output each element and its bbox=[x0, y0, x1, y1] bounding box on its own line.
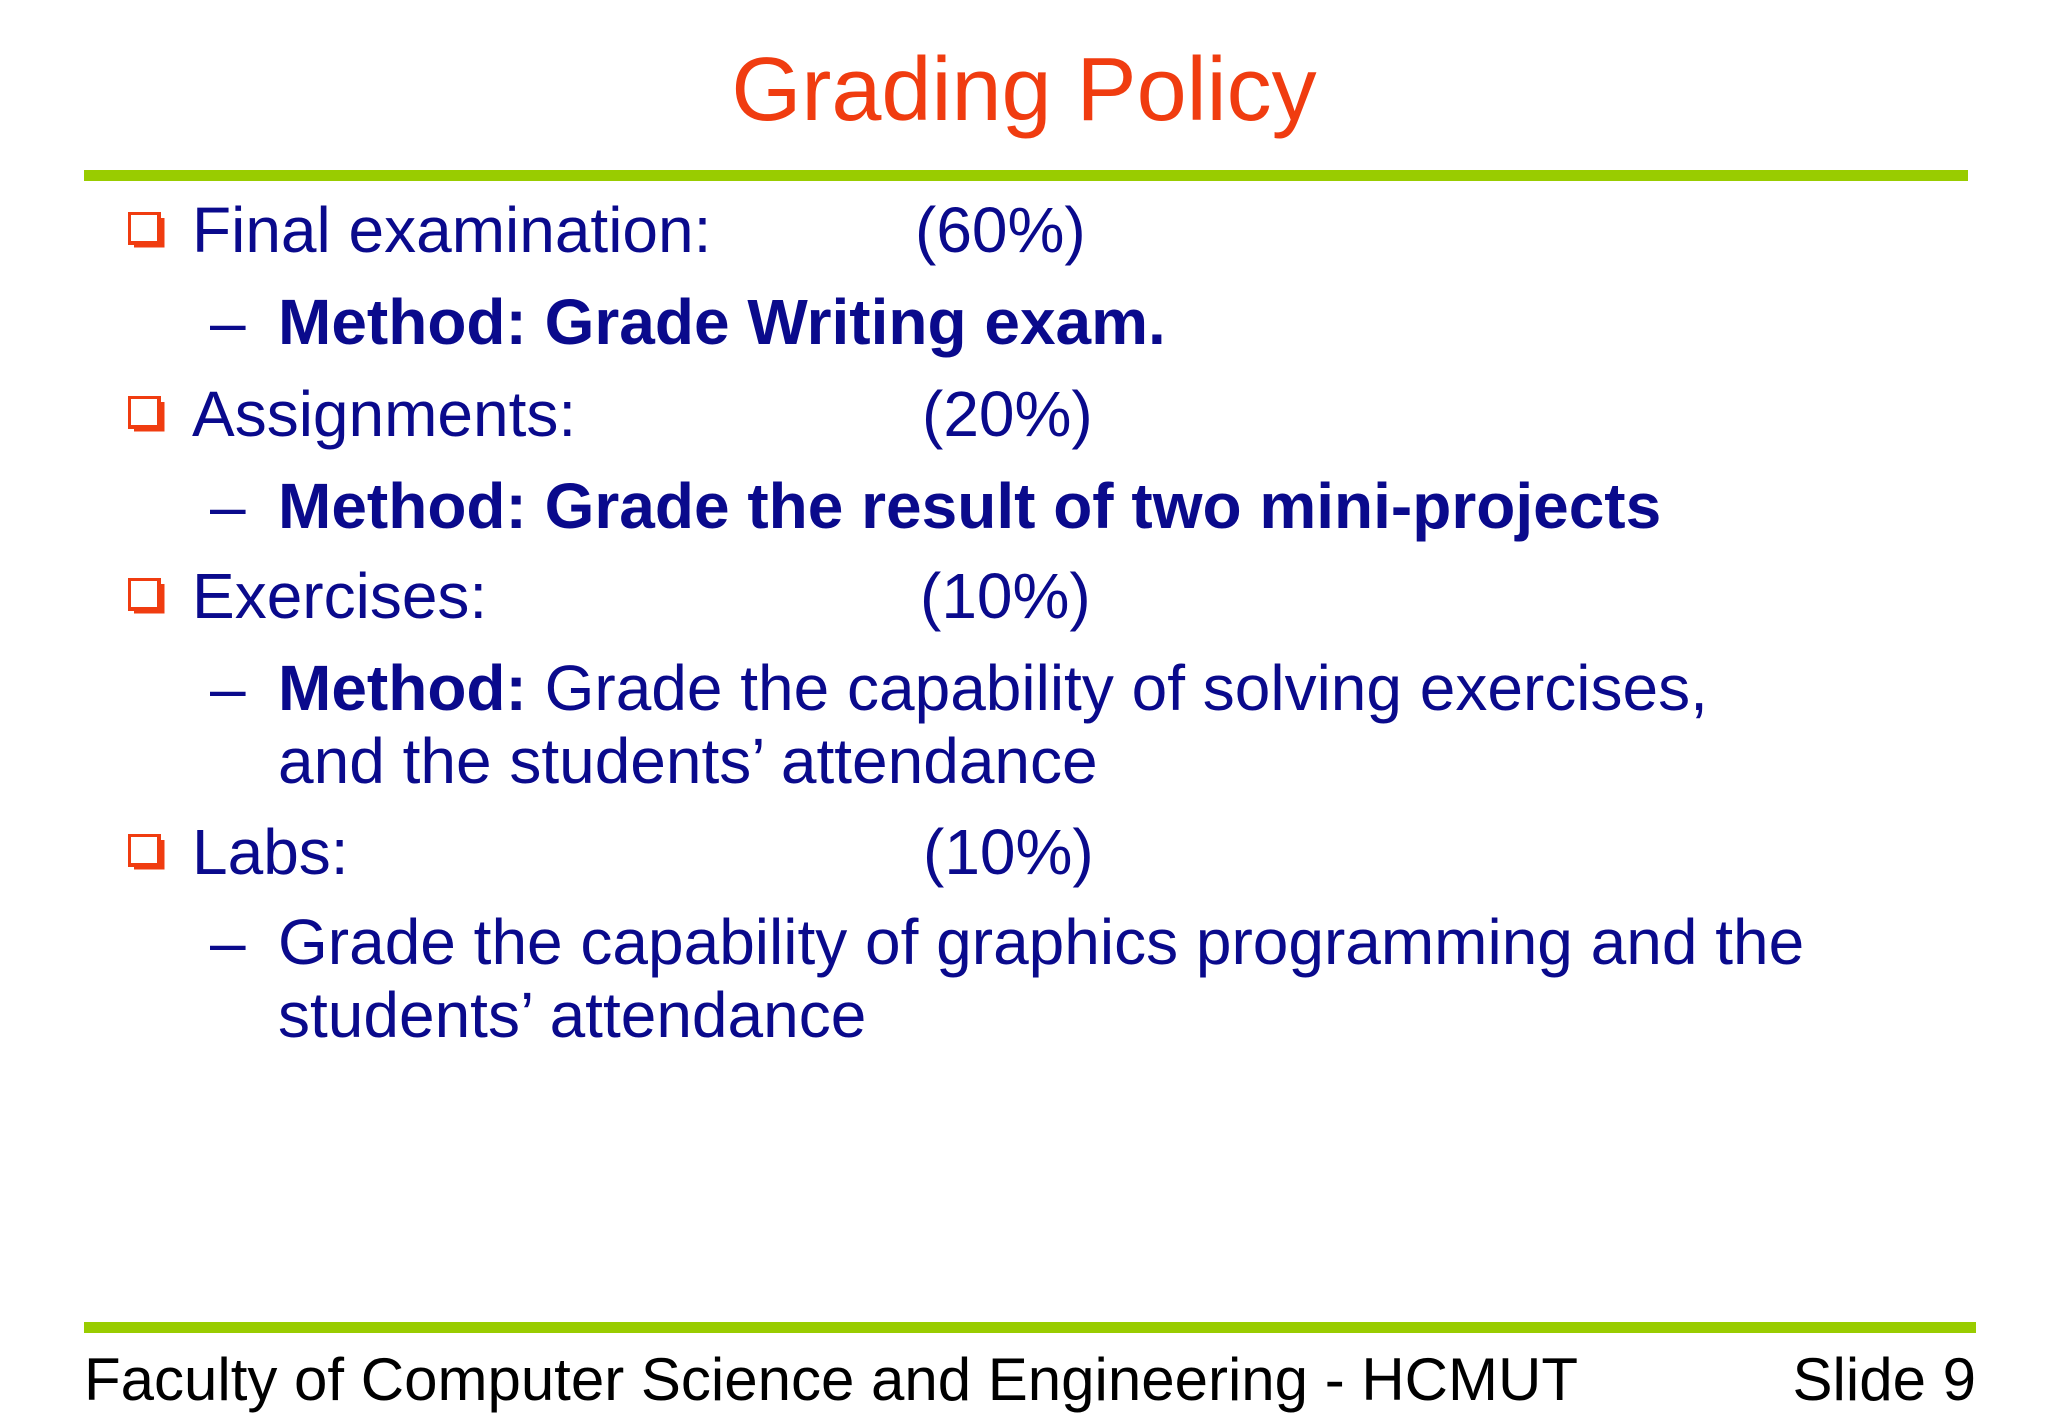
dash-bullet: – bbox=[210, 470, 246, 542]
dash-bullet: – bbox=[210, 652, 246, 724]
dash-bullet: – bbox=[210, 286, 246, 358]
checkbox-icon bbox=[128, 212, 166, 250]
checkbox-icon bbox=[128, 396, 166, 434]
item-percent: (60%) bbox=[915, 194, 1086, 266]
method-description: Grade the capability of solving exercises, bbox=[526, 652, 1708, 724]
method-text-line2: and the students’ attendance bbox=[278, 725, 1098, 797]
item-percent: (20%) bbox=[922, 378, 1093, 450]
item-label: Final examination: bbox=[192, 194, 712, 266]
method-label: Method: bbox=[278, 652, 527, 724]
method-text: Method: Grade the result of two mini-projects bbox=[278, 470, 1662, 542]
method-text bbox=[278, 652, 1708, 725]
method-text: Grade the capability of graphics programming and the bbox=[278, 906, 1805, 978]
slide-number: Slide 9 bbox=[1792, 1346, 1976, 1413]
dash-bullet: – bbox=[210, 906, 246, 978]
item-label: Labs: bbox=[192, 816, 349, 888]
item-percent: (10%) bbox=[920, 560, 1091, 632]
footer-institution: Faculty of Computer Science and Engineering - HCMUT bbox=[84, 1346, 1578, 1413]
checkbox-icon bbox=[128, 834, 166, 872]
slide-title: Grading Policy bbox=[731, 40, 1317, 140]
method-text-line2: students’ attendance bbox=[278, 979, 867, 1051]
top-divider bbox=[84, 170, 1968, 181]
item-label: Assignments: bbox=[192, 378, 577, 450]
item-label: Exercises: bbox=[192, 560, 488, 632]
method-text: Method: Grade Writing exam. bbox=[278, 286, 1166, 358]
checkbox-icon bbox=[128, 578, 166, 616]
item-percent: (10%) bbox=[923, 816, 1094, 888]
bottom-divider bbox=[84, 1322, 1976, 1333]
